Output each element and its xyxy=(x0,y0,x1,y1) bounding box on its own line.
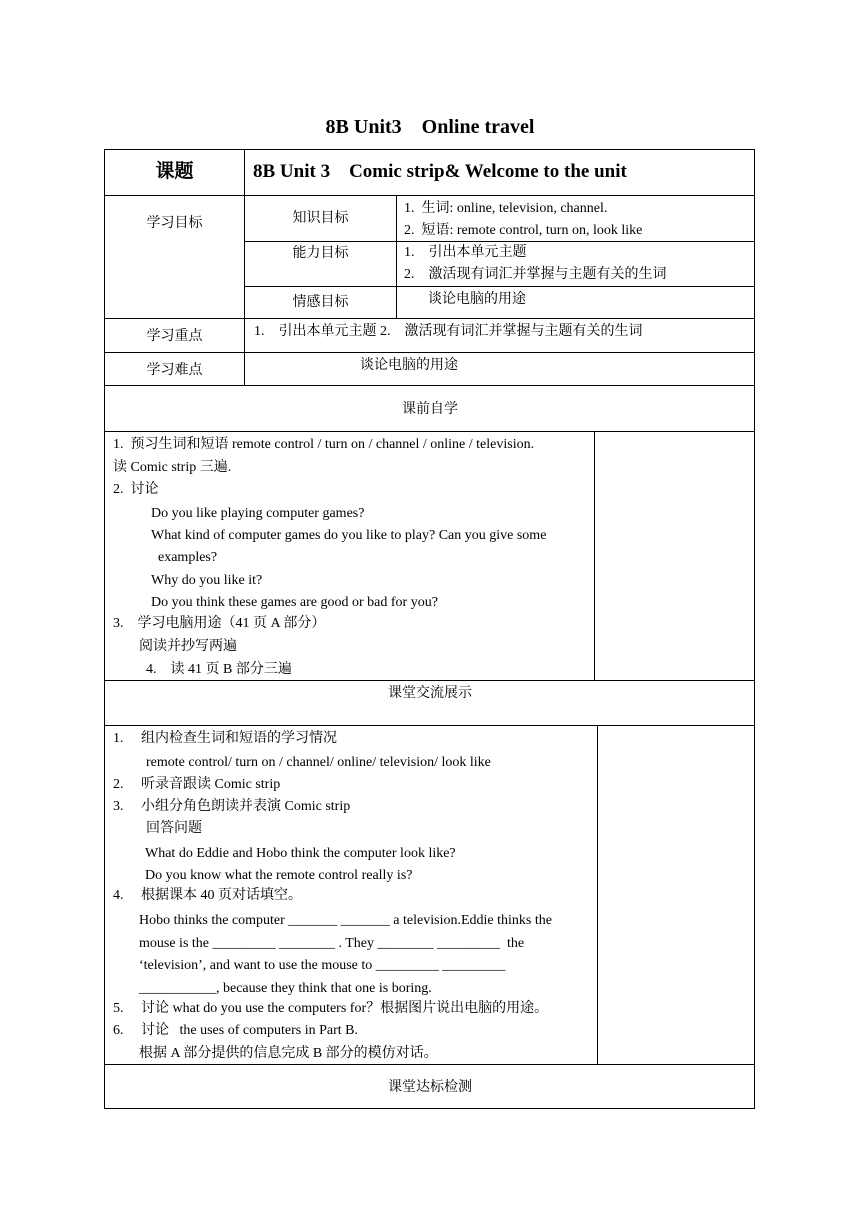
grid-line xyxy=(754,149,755,1109)
preview-line: 1. 预习生词和短语 remote control / turn on / channel / online / television. xyxy=(113,437,535,452)
check-heading: 课堂达标检测 xyxy=(388,1080,472,1095)
preview-line: Do you think these games are good or bad for you? xyxy=(151,595,438,610)
knowledge-label: 知识目标 xyxy=(292,211,349,226)
grid-line xyxy=(104,725,755,726)
preview-line: 阅读并抄写两遍 xyxy=(139,639,237,654)
emotion-label: 情感目标 xyxy=(292,295,349,310)
preview-heading: 课前自学 xyxy=(402,402,458,417)
grid-line xyxy=(104,385,755,386)
classroom-line: 2. 听录音跟读 Comic strip xyxy=(113,777,281,792)
preview-line: examples? xyxy=(158,550,218,565)
classroom-line: 1. 组内检查生词和短语的学习情况 xyxy=(113,731,337,746)
classroom-line: ___________, because they think that one is boring. xyxy=(139,981,432,996)
ability-line-2: 2. 激活现有词汇并掌握与主题有关的生词 xyxy=(404,267,667,282)
classroom-line: ‘television’, and want to use the mouse to _________ _________ xyxy=(139,958,506,973)
knowledge-line-2: 2. 短语: remote control, turn on, look like xyxy=(404,223,643,238)
grid-line xyxy=(244,286,755,287)
classroom-line: 6. 讨论 the uses of computers in Part B. xyxy=(113,1023,358,1038)
document-title: 8B Unit3 Online travel xyxy=(325,116,535,138)
grid-line xyxy=(104,195,755,196)
classroom-line: 4. 根据课本 40 页对话填空。 xyxy=(113,888,302,903)
grid-line xyxy=(594,431,595,681)
ability-line-1: 1. 引出本单元主题 xyxy=(404,245,527,260)
key-points-text: 1. 引出本单元主题 2. 激活现有词汇并掌握与主题有关的生词 xyxy=(254,324,643,339)
preview-line: What kind of computer games do you like to play? Can you give some xyxy=(151,528,547,543)
grid-line xyxy=(244,241,755,242)
difficulties-label: 学习难点 xyxy=(146,363,203,378)
grid-line xyxy=(104,149,105,1109)
grid-line xyxy=(104,149,755,150)
key-points-label: 学习重点 xyxy=(146,329,203,344)
grid-line xyxy=(104,1108,755,1109)
classroom-line: mouse is the _________ ________ . They ________ _________ the xyxy=(139,936,525,951)
classroom-heading: 课堂交流展示 xyxy=(388,686,472,701)
header-value: 8B Unit 3 Comic strip& Welcome to the unit xyxy=(253,161,627,182)
grid-line xyxy=(104,1064,755,1065)
classroom-line: 根据 A 部分提供的信息完成 B 部分的模仿对话。 xyxy=(139,1046,438,1061)
grid-line xyxy=(104,431,755,432)
grid-line xyxy=(597,725,598,1065)
preview-line: 3. 学习电脑用途（41 页 A 部分） xyxy=(113,616,326,631)
grid-line xyxy=(244,149,245,386)
difficulties-text: 谈论电脑的用途 xyxy=(360,358,458,373)
classroom-line: remote control/ turn on / channel/ online/ television/ look like xyxy=(146,755,491,770)
preview-line: 2. 讨论 xyxy=(113,482,159,497)
emotion-text: 谈论电脑的用途 xyxy=(428,292,526,307)
preview-line: Why do you like it? xyxy=(151,573,263,588)
grid-line xyxy=(396,195,397,319)
classroom-line: 5. 讨论 what do you use the computers for？根据图片说出电脑的用途。 xyxy=(113,1001,549,1016)
knowledge-line-1: 1. 生词: online, television, channel. xyxy=(404,201,608,216)
preview-line: 4. 读 41 页 B 部分三遍 xyxy=(146,662,292,677)
objectives-label: 学习目标 xyxy=(146,216,203,231)
grid-line xyxy=(104,352,755,353)
classroom-line: What do Eddie and Hobo think the computer look like? xyxy=(145,846,456,861)
classroom-line: Hobo thinks the computer _______ _______ a television.Eddie thinks the xyxy=(139,913,552,928)
grid-line xyxy=(104,318,755,319)
classroom-line: 3. 小组分角色朗读并表演 Comic strip xyxy=(113,799,351,814)
header-label: 课题 xyxy=(155,161,194,182)
preview-line: Do you like playing computer games? xyxy=(151,506,365,521)
classroom-line: 回答问题 xyxy=(146,821,202,836)
ability-label: 能力目标 xyxy=(292,246,349,261)
classroom-line: Do you know what the remote control really is? xyxy=(145,868,413,883)
grid-line xyxy=(104,680,755,681)
preview-line: 读 Comic strip 三遍. xyxy=(113,460,232,475)
